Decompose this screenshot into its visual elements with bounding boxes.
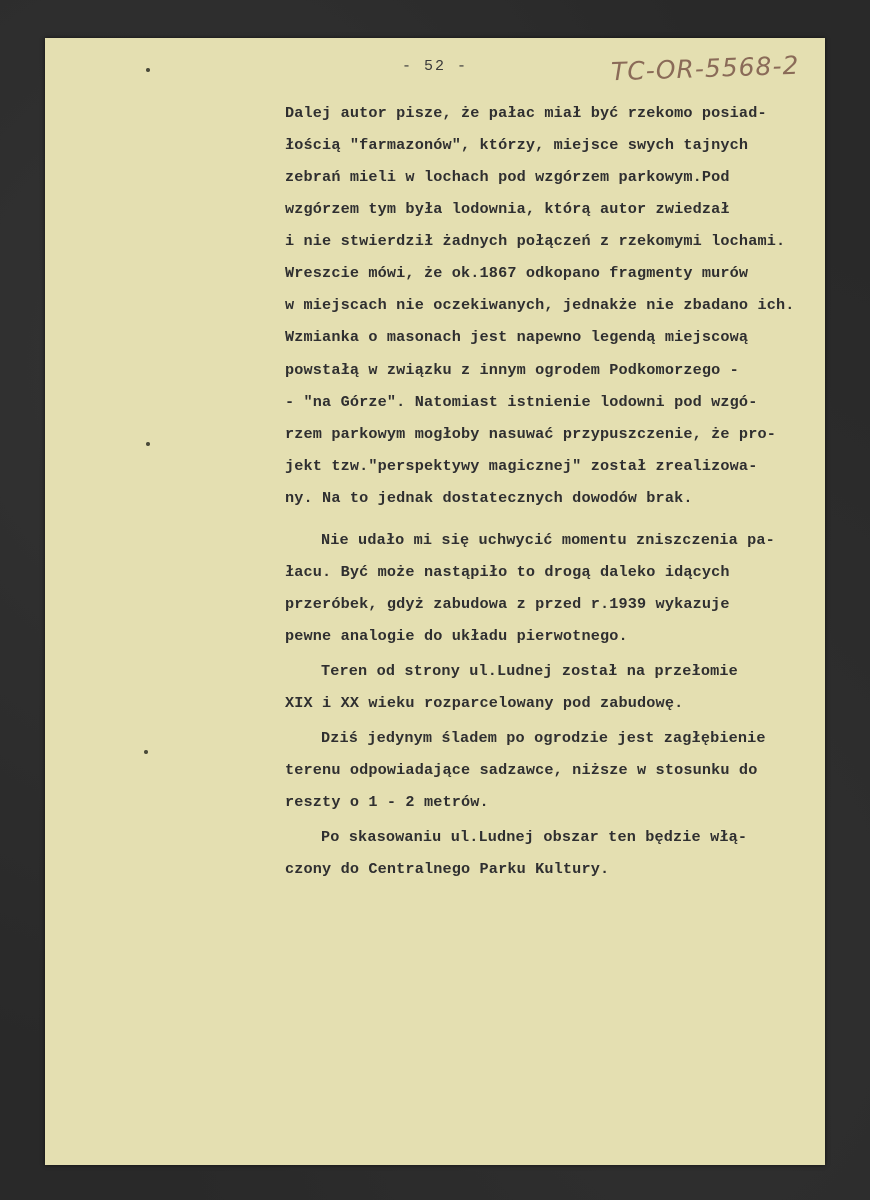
punch-hole-mid [144, 750, 148, 754]
text-line: Teren od strony ul.Ludnej został na przełomie [321, 662, 738, 680]
text-line: reszty o 1 - 2 metrów. [285, 793, 489, 811]
text-line: XIX i XX wieku rozparcelowany pod zabudowę. [285, 694, 684, 712]
catalog-mark-handwritten: TC-OR-5568-2 [610, 50, 800, 87]
text-line: łością "farmazonów", którzy, miejsce swych tajnych [285, 136, 749, 154]
text-line: wzgórzem tym była lodownia, którą autor zwiedzał [285, 200, 730, 218]
punch-hole-bottom [146, 442, 150, 446]
text-line: ny. Na to jednak dostatecznych dowodów brak. [285, 489, 693, 507]
text-line: w miejscach nie oczekiwanych, jednakże nie zbadano ich. [285, 296, 795, 314]
text-line: pewne analogie do układu pierwotnego. [285, 627, 628, 645]
text-line: rzem parkowym mogłoby nasuwać przypuszczenie, że pro- [285, 425, 776, 443]
typewritten-page [45, 38, 825, 1165]
page-number: - 52 - [401, 58, 468, 75]
text-line: terenu odpowiadające sadzawce, niższe w stosunku do [285, 761, 758, 779]
text-line: Po skasowaniu ul.Ludnej obszar ten będzie włą- [321, 828, 748, 846]
text-line: łacu. Być może nastąpiło to drogą daleko idących [285, 563, 730, 581]
text-line: Dziś jedynym śladem po ogrodzie jest zagłębienie [321, 729, 766, 747]
text-line: Wreszcie mówi, że ok.1867 odkopano fragmenty murów [285, 264, 749, 282]
text-line: i nie stwierdził żadnych połączeń z rzekomymi lochami. [285, 232, 786, 250]
text-line: powstałą w związku z innym ogrodem Podkomorzego - [285, 361, 739, 379]
text-line: Nie udało mi się uchwycić momentu zniszczenia pa- [321, 531, 775, 549]
text-line: Wzmianka o masonach jest napewno legendą miejscową [285, 328, 749, 346]
text-line: czony do Centralnego Parku Kultury. [285, 860, 610, 878]
text-line: jekt tzw."perspektywy magicznej" został zrealizowa- [285, 457, 758, 475]
text-line: - "na Górze". Natomiast istnienie lodowni pod wzgó- [285, 393, 758, 411]
text-line: przeróbek, gdyż zabudowa z przed r.1939 wykazuje [285, 595, 730, 613]
text-line: zebrań mieli w lochach pod wzgórzem parkowym.Pod [285, 168, 730, 186]
text-line: Dalej autor pisze, że pałac miał być rzekomo posiad- [285, 104, 767, 122]
